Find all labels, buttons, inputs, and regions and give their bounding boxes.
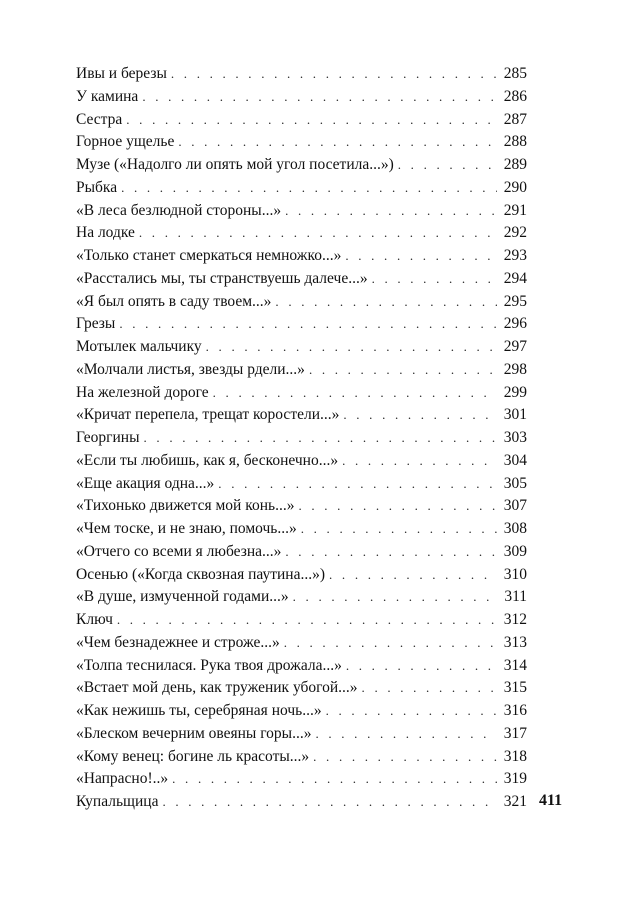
- toc-entry-page: 299: [503, 383, 527, 401]
- toc-entry-title: «В леса безлюдной стороны...»: [76, 201, 282, 219]
- toc-entry-page: 297: [503, 338, 527, 355]
- toc-entry: [76, 495, 527, 518]
- toc-entry-page: 315: [503, 679, 527, 697]
- toc-entry-title: Музе («Надолго ли опять мой угол посетила...»): [76, 156, 394, 173]
- toc-entry: [76, 427, 527, 450]
- toc-entry: [76, 632, 527, 655]
- toc-dot-leader: [178, 131, 497, 154]
- toc-entry-title: Ключ: [76, 611, 113, 628]
- toc-entry-title: «Тихонько движется мой конь...»: [76, 497, 295, 515]
- toc-entry-page: 303: [503, 429, 527, 446]
- toc-entry: [76, 154, 527, 177]
- toc-dot-leader: [345, 245, 497, 268]
- toc-dot-leader: [142, 86, 497, 109]
- toc-entry: [76, 609, 527, 632]
- toc-entry-title: «Блеском вечерним овеяны горы...»: [76, 724, 312, 742]
- toc-entry: [76, 404, 527, 427]
- toc-entry-page: 309: [503, 542, 527, 560]
- toc-entry-title: «Как нежишь ты, серебряная ночь...»: [76, 702, 322, 719]
- toc-entry-title: «Кричат перепела, трещат коростели...»: [76, 406, 340, 424]
- toc-entry-title: «Отчего со всеми я любезна...»: [76, 542, 282, 560]
- toc-dot-leader: [313, 746, 497, 769]
- toc-entry-page: 296: [503, 315, 527, 333]
- toc-entry-page: 301: [503, 406, 527, 424]
- toc-dot-leader: [172, 768, 497, 791]
- toc-dot-leader: [315, 723, 497, 746]
- toc-entry: [76, 768, 527, 791]
- toc-entry-title: «В душе, измученной годами...»: [76, 588, 289, 606]
- toc-entry-title: «Я был опять в саду твоем...»: [76, 292, 272, 310]
- toc-dot-leader: [206, 336, 497, 359]
- toc-entry-page: 312: [503, 611, 527, 628]
- toc-entry-title: У камина: [76, 87, 139, 105]
- toc-entry-title: «Толпа теснилася. Рука твоя дрожала...»: [76, 656, 342, 674]
- toc-dot-leader: [121, 177, 497, 200]
- toc-entry-title: «Чем тоске, и не знаю, помочь...»: [76, 520, 297, 537]
- toc-entry: [76, 177, 527, 200]
- toc-dot-leader: [117, 609, 497, 632]
- toc-entry: [76, 518, 527, 541]
- toc-entry-title: «Молчали листья, звезды рдели...»: [76, 360, 305, 378]
- toc-entry-title: «Только станет смеркаться немножко...»: [76, 247, 342, 264]
- toc-entry-page: 317: [503, 724, 527, 742]
- toc-entry: [76, 677, 527, 700]
- toc-dot-leader: [301, 518, 497, 541]
- toc-entry-page: 304: [503, 451, 527, 469]
- page-number: 411: [539, 792, 563, 809]
- toc-dot-leader: [285, 541, 497, 564]
- toc-entry: [76, 541, 527, 564]
- toc-entry-title: Ивы и березы: [76, 65, 167, 82]
- toc-dot-leader: [293, 586, 497, 609]
- toc-entry: [76, 109, 527, 132]
- toc-entry-title: Купальщица: [76, 793, 159, 810]
- toc-entry: [76, 723, 527, 746]
- table-of-contents: [76, 63, 527, 814]
- toc-entry-title: Сестра: [76, 110, 123, 128]
- toc-entry-page: 307: [503, 497, 527, 515]
- toc-dot-leader: [343, 404, 497, 427]
- toc-entry: [76, 336, 527, 359]
- toc-dot-leader: [144, 427, 497, 450]
- toc-entry-page: 285: [503, 65, 527, 82]
- toc-entry: [76, 746, 527, 769]
- toc-entry: [76, 63, 527, 86]
- toc-entry-page: 288: [503, 133, 527, 151]
- toc-entry-page: 287: [503, 110, 527, 128]
- toc-entry: [76, 359, 527, 382]
- toc-entry: [76, 86, 527, 109]
- toc-entry: [76, 291, 527, 314]
- toc-dot-leader: [285, 200, 497, 223]
- toc-entry: [76, 268, 527, 291]
- toc-dot-leader: [342, 450, 497, 473]
- toc-entry: [76, 222, 527, 245]
- toc-entry-title: «Еще акация одна...»: [76, 474, 215, 492]
- toc-entry-page: 290: [503, 178, 527, 196]
- toc-entry: [76, 200, 527, 223]
- toc-dot-leader: [346, 655, 497, 678]
- toc-entry: [76, 791, 527, 814]
- toc-entry: [76, 586, 527, 609]
- toc-entry-page: 321: [503, 793, 527, 810]
- toc-entry: [76, 313, 527, 336]
- toc-entry-page: 298: [503, 360, 527, 378]
- toc-dot-leader: [398, 154, 497, 177]
- toc-entry-page: 316: [503, 702, 527, 719]
- toc-dot-leader: [329, 564, 497, 587]
- toc-entry: [76, 700, 527, 723]
- toc-dot-leader: [309, 359, 497, 382]
- toc-entry-page: 289: [503, 156, 527, 173]
- toc-entry-title: Рыбка: [76, 178, 118, 196]
- toc-dot-leader: [139, 222, 497, 245]
- toc-entry-page: 293: [503, 247, 527, 264]
- toc-dot-leader: [213, 382, 497, 405]
- toc-entry-page: 319: [503, 770, 527, 788]
- toc-entry: [76, 450, 527, 473]
- toc-entry-page: 314: [503, 656, 527, 674]
- toc-entry-title: Мотылек мальчику: [76, 338, 202, 355]
- toc-entry-title: «Расстались мы, ты странствуешь далече...»: [76, 269, 368, 287]
- toc-dot-leader: [171, 63, 497, 86]
- toc-entry-title: Грезы: [76, 315, 116, 333]
- toc-dot-leader: [298, 495, 497, 518]
- toc-entry: [76, 131, 527, 154]
- toc-dot-leader: [162, 791, 497, 814]
- toc-entry-page: 305: [503, 474, 527, 492]
- toc-entry: [76, 473, 527, 496]
- toc-entry-title: «Напрасно!..»: [76, 770, 169, 788]
- toc-dot-leader: [275, 291, 497, 314]
- toc-dot-leader: [284, 632, 497, 655]
- toc-dot-leader: [362, 677, 497, 700]
- toc-dot-leader: [372, 268, 497, 291]
- toc-dot-leader: [218, 473, 497, 496]
- toc-entry-title: «Встает мой день, как труженик убогой...»: [76, 679, 358, 697]
- toc-entry-title: На железной дороге: [76, 383, 209, 401]
- toc-entry-page: 310: [503, 565, 527, 583]
- toc-entry-page: 308: [503, 520, 527, 537]
- toc-entry: [76, 564, 527, 587]
- toc-entry-page: 318: [503, 747, 527, 765]
- toc-entry-page: 313: [503, 633, 527, 651]
- toc-entry-title: Осенью («Когда сквозная паутина...»): [76, 565, 326, 583]
- toc-entry-page: 295: [503, 292, 527, 310]
- toc-entry: [76, 245, 527, 268]
- toc-entry-title: Георгины: [76, 429, 140, 446]
- toc-entry: [76, 382, 527, 405]
- toc-entry-page: 291: [503, 201, 527, 219]
- toc-entry-title: «Чем безнадежнее и строже...»: [76, 633, 280, 651]
- toc-entry-page: 292: [503, 224, 527, 242]
- toc-entry-page: 294: [503, 269, 527, 287]
- toc-dot-leader: [126, 109, 497, 132]
- toc-entry-page: 311: [504, 588, 527, 606]
- toc-dot-leader: [326, 700, 497, 723]
- toc-entry-title: Горное ущелье: [76, 133, 175, 151]
- toc-entry-page: 286: [503, 87, 527, 105]
- toc-entry-title: «Если ты любишь, как я, бесконечно...»: [76, 451, 339, 469]
- toc-entry-title: «Кому венец: богине ль красоты...»: [76, 747, 310, 765]
- toc-dot-leader: [119, 313, 497, 336]
- toc-entry-title: На лодке: [76, 224, 135, 242]
- toc-entry: [76, 655, 527, 678]
